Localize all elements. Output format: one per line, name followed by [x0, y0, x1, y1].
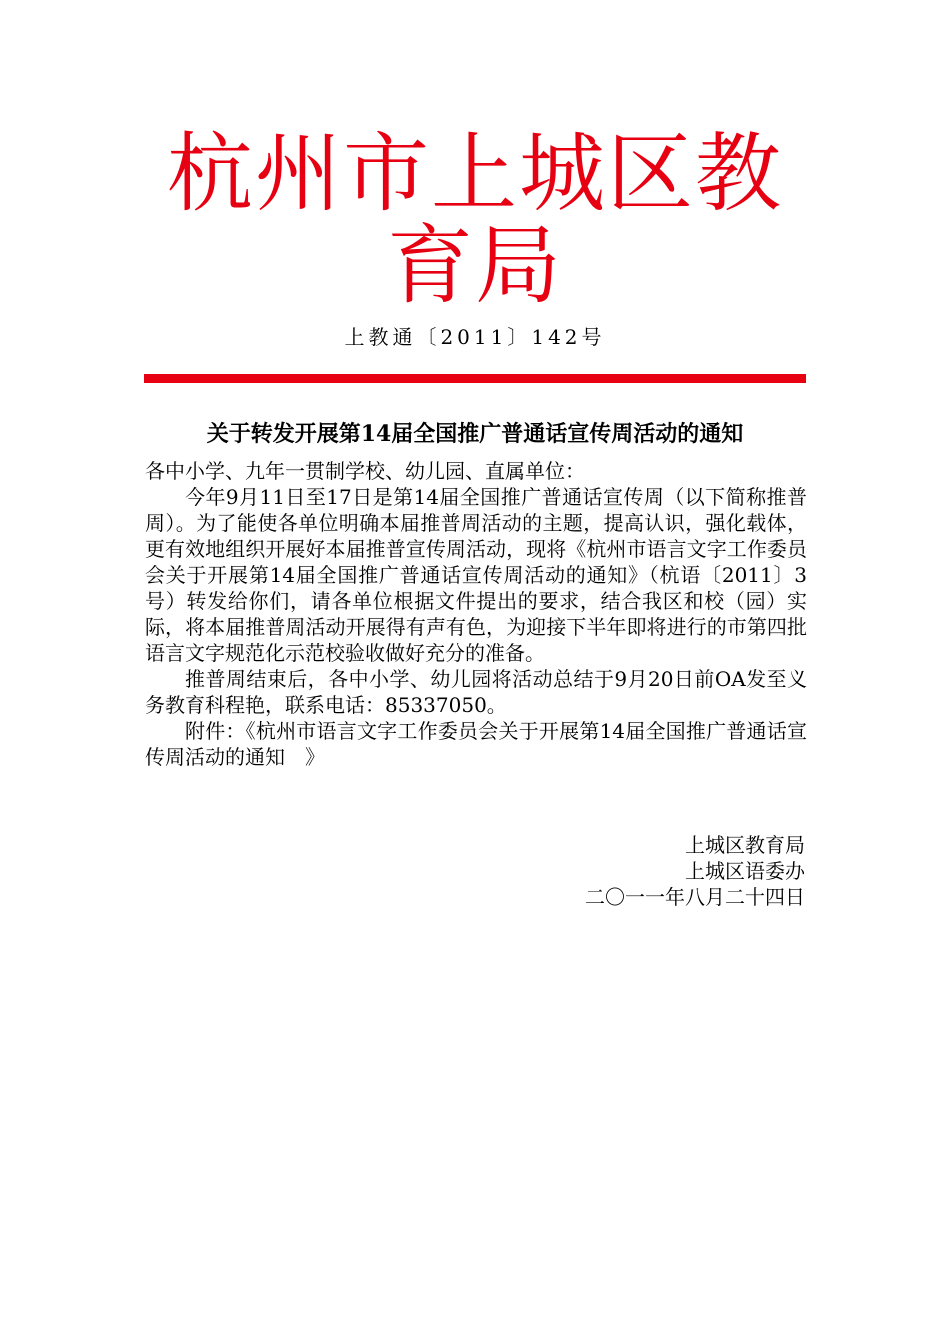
- notice-body: [145, 458, 807, 770]
- body-paragraph: 推普周结束后，各中小学、幼儿园将活动总结于9月20日前OA发至义务教育科程艳，联系电话：85337050。: [145, 667, 807, 717]
- issuer-name: 上城区语委办: [685, 859, 805, 883]
- document-number: 上教通〔2011〕142号: [344, 325, 606, 349]
- attachment-line: 附件：《杭州市语言文字工作委员会关于开展第14届全国推广普通话宣传周活动的通知 》: [145, 719, 807, 769]
- red-divider-line: [144, 374, 806, 383]
- body-paragraph: 今年9月11日至17日是第14届全国推广普通话宣传周（以下简称推普周）。为了能使各单位明确本届推普周活动的主题，提高认识，强化载体，更有效地组织开展好本届推普宣传周活动，现将《杭州市语言文字工作委员会关于开展第14届全国推广普通话宣传周活动的通知》（杭语〔2011〕3号）转发给你们，请各单位根据文件提出的要求，结合我区和校（园）实际，将本届推普周活动开展得有声有色，为迎接下半年即将进行的市第四批语言文字规范化示范校验收做好充分的准备。: [145, 485, 807, 665]
- issue-date: 二〇一一年八月二十四日: [585, 885, 805, 909]
- issuer-name: 上城区教育局: [685, 833, 805, 857]
- signature-block: [145, 832, 805, 910]
- notice-title: 关于转发开展第14届全国推广普通话宣传周活动的通知: [206, 421, 744, 447]
- issuing-authority-header: 杭州市上城区教育局: [167, 124, 783, 316]
- salutation: 各中小学、九年一贯制学校、幼儿园、直属单位：: [145, 459, 585, 483]
